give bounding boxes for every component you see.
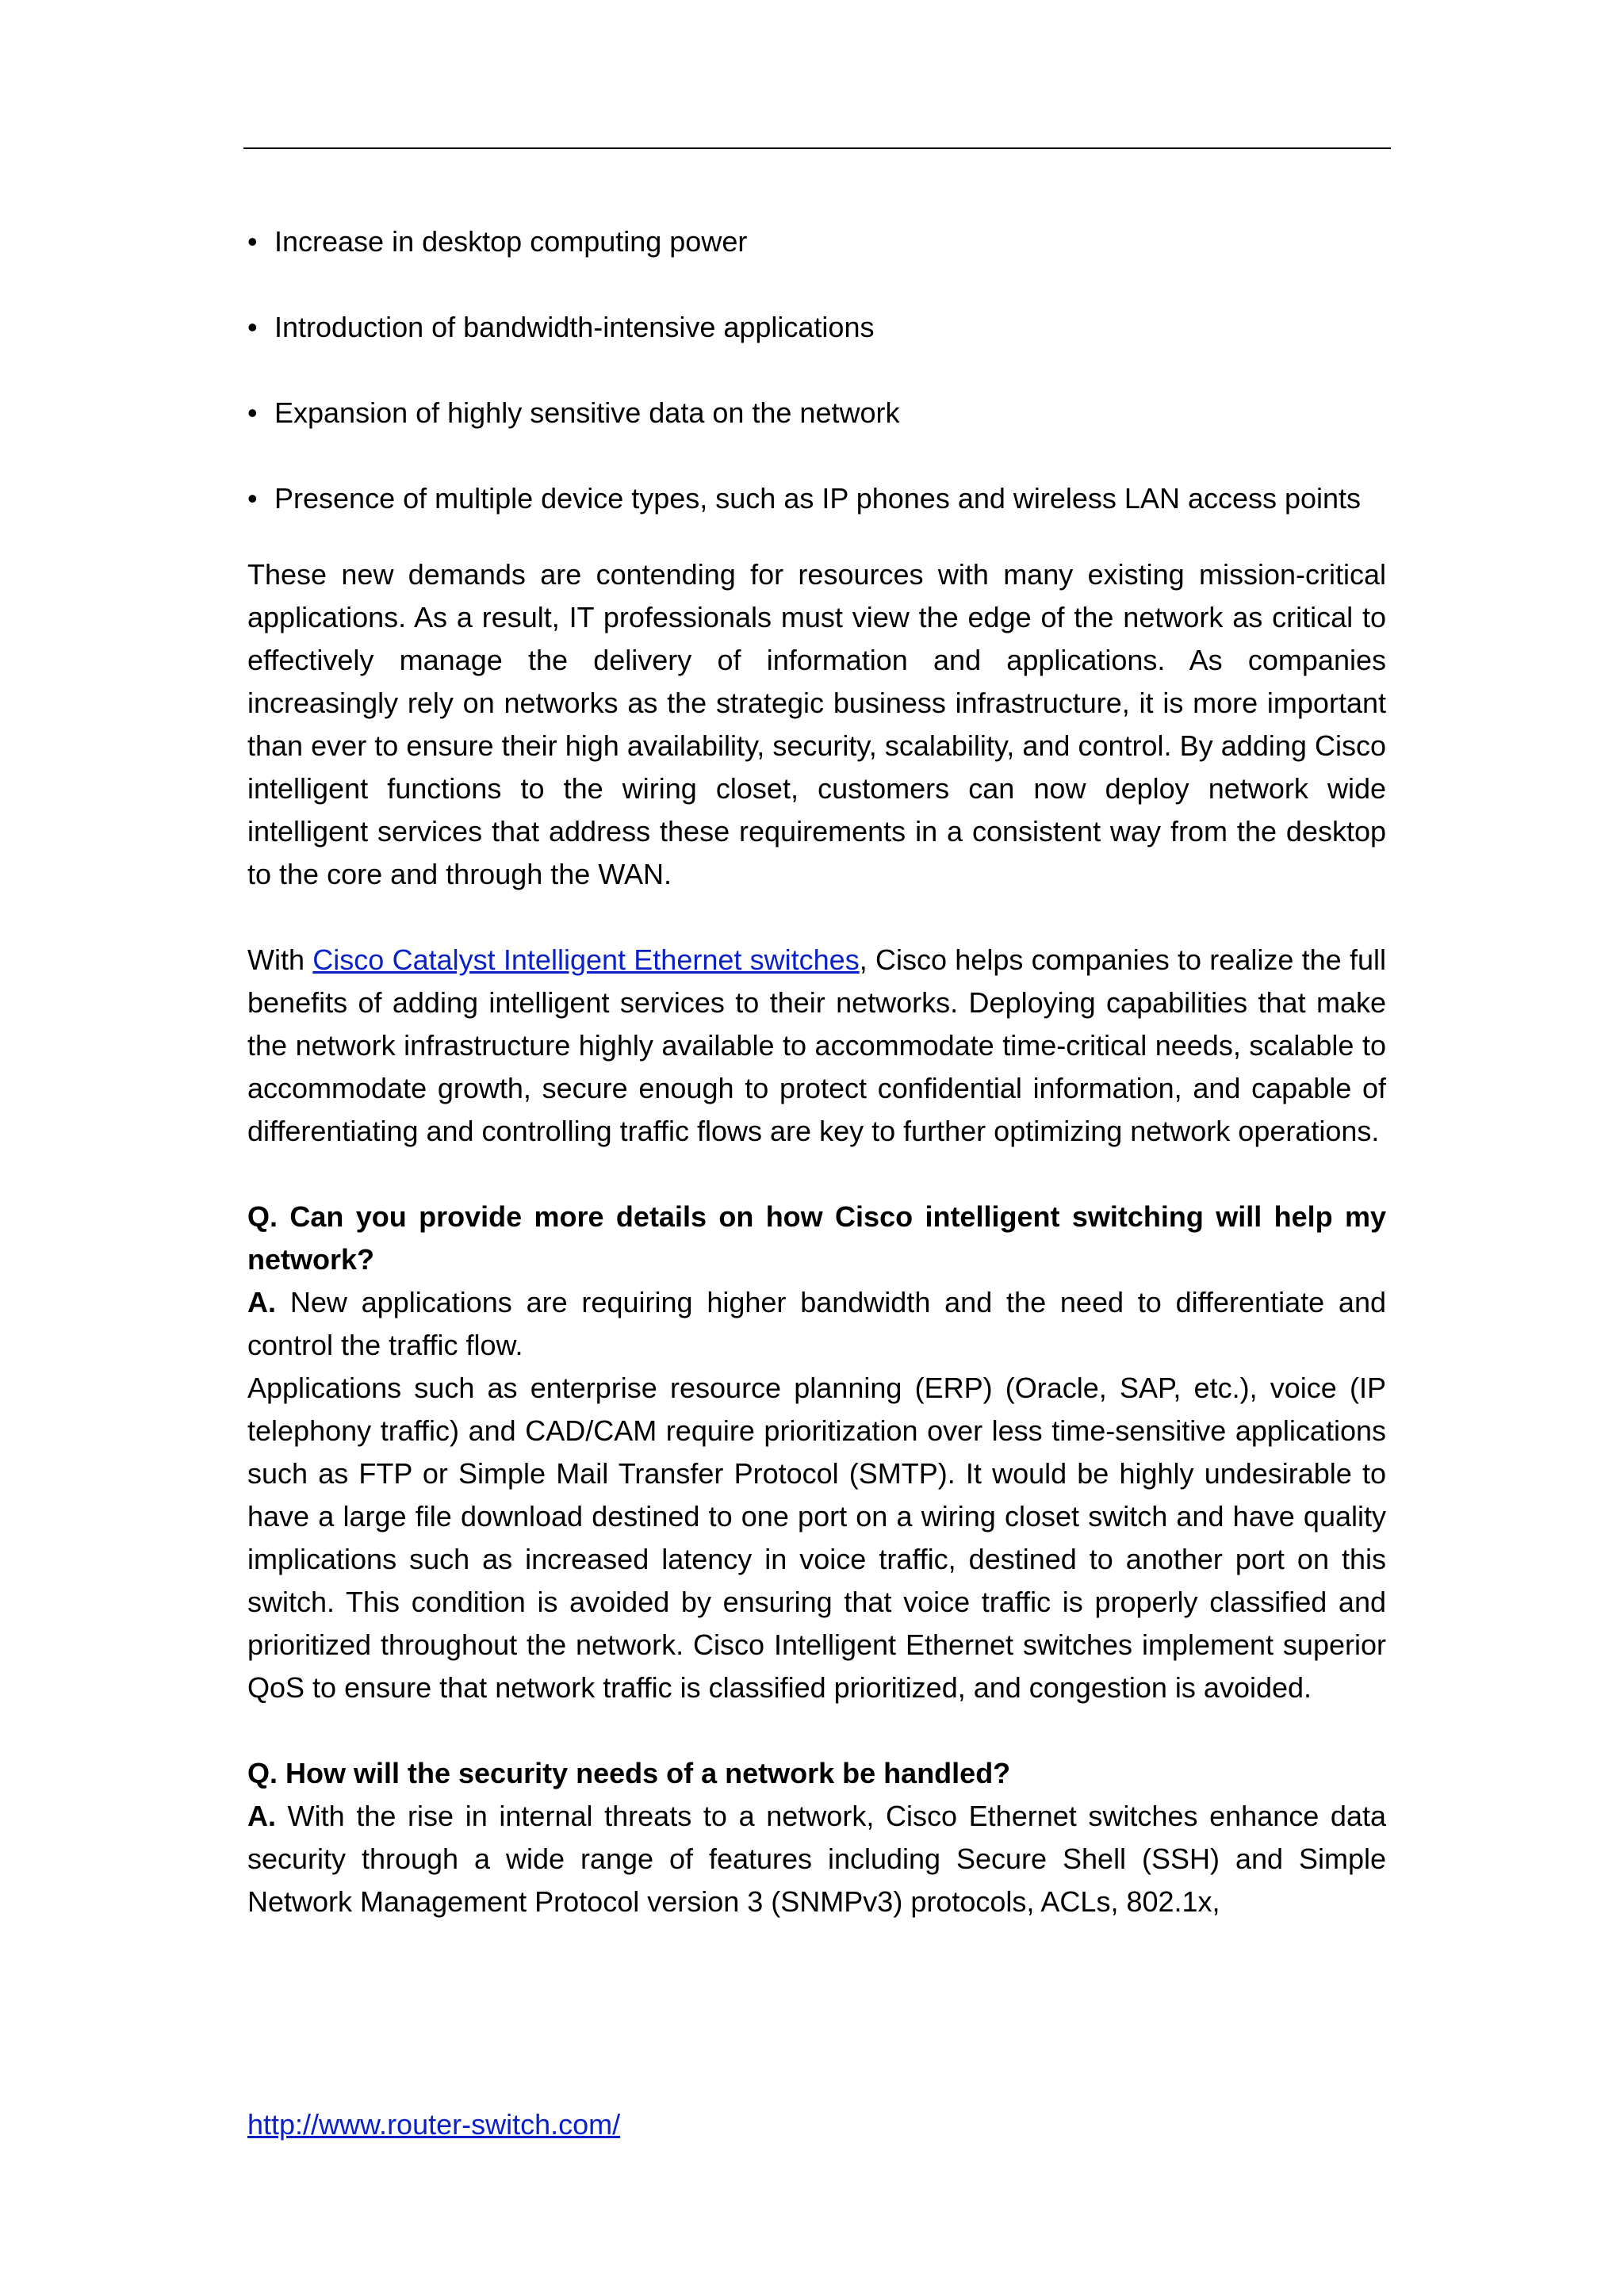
answer-label: A. bbox=[247, 1286, 276, 1318]
answer-label: A. bbox=[247, 1800, 276, 1832]
answer-body: With the rise in internal threats to a network, Cisco Ethernet switches enhance data security through a wide range of features including Secure Shell (SSH) and Simple Network Management Protocol version 3 (SNMPv3) protocols, ACLs, 802.1x, bbox=[247, 1800, 1386, 1918]
paragraph-prefix: With bbox=[247, 943, 313, 976]
bullet-item bbox=[247, 220, 1386, 263]
qa-intelligent-switching bbox=[247, 1196, 1386, 1709]
paragraph-suffix: , Cisco helps companies to realize the full benefits of adding intelligent services to their networks. Deploying capabilities that make the network infrastructure highly available to accommodate time-critical needs, scalable to accommodate growth, secure enough to protect confidential information, and capable of differentiating and controlling traffic flows are key to further optimizing network operations. bbox=[247, 943, 1386, 1147]
bullet-item bbox=[247, 306, 1386, 349]
footer bbox=[247, 2103, 620, 2146]
document-body bbox=[247, 220, 1386, 1966]
answer-text bbox=[247, 1281, 1386, 1367]
bullet-dot: • bbox=[247, 225, 258, 258]
bullet-text: Increase in desktop computing power bbox=[274, 225, 748, 258]
question-heading: Q. How will the security needs of a network be handled? bbox=[247, 1757, 1011, 1789]
catalyst-switches-link[interactable]: Cisco Catalyst Intelligent Ethernet switches bbox=[312, 943, 860, 976]
bullet-text: Expansion of highly sensitive data on the network bbox=[274, 396, 900, 429]
answer-text bbox=[247, 1795, 1386, 1923]
bullet-item bbox=[247, 468, 1386, 530]
paragraph-catalyst-switches bbox=[247, 939, 1386, 1153]
header-rule bbox=[243, 147, 1391, 149]
bullet-dot: • bbox=[247, 482, 258, 515]
bullet-item bbox=[247, 392, 1386, 434]
bullet-dot: • bbox=[247, 311, 258, 343]
footer-website-link[interactable]: http://www.router-switch.com/ bbox=[247, 2108, 621, 2141]
answer-continued: Applications such as enterprise resource planning (ERP) (Oracle, SAP, etc.), voice (IP telephony traffic) and CAD/CAM require prioritization over less time-sensitive applications such as FTP or Simple Mail Transfer Protocol (SMTP). It would be highly undesirable to have a large file download destined to one port on a wiring closet switch and have quality implications such as increased latency in voice traffic, destined to another port on this switch. This condition is avoided by ensuring that voice traffic is properly classified and prioritized throughout the network. Cisco Intelligent Ethernet switches implement superior QoS to ensure that network traffic is classified prioritized, and congestion is avoided. bbox=[247, 1372, 1386, 1704]
bullet-text: Introduction of bandwidth-intensive applications bbox=[274, 311, 875, 343]
answer-body: New applications are requiring higher bandwidth and the need to differentiate and control the traffic flow. bbox=[247, 1286, 1386, 1361]
paragraph-edge-demands: These new demands are contending for resources with many existing mission-critical applications. As a result, IT professionals must view the edge of the network as critical to effectively manage the delivery of information and applications. As companies increasingly rely on networks as the strategic business infrastructure, it is more important than ever to ensure their high availability, security, scalability, and control. By adding Cisco intelligent functions to the wiring closet, customers can now deploy network wide intelligent services that address these requirements in a consistent way from the desktop to the core and through the WAN. bbox=[247, 558, 1386, 890]
bullet-text: Presence of multiple device types, such as IP phones and wireless LAN access points bbox=[274, 482, 1362, 515]
qa-security bbox=[247, 1752, 1386, 1923]
bullet-dot: • bbox=[247, 396, 258, 429]
question-heading: Q. Can you provide more details on how Cisco intelligent switching will help my network? bbox=[247, 1200, 1386, 1276]
